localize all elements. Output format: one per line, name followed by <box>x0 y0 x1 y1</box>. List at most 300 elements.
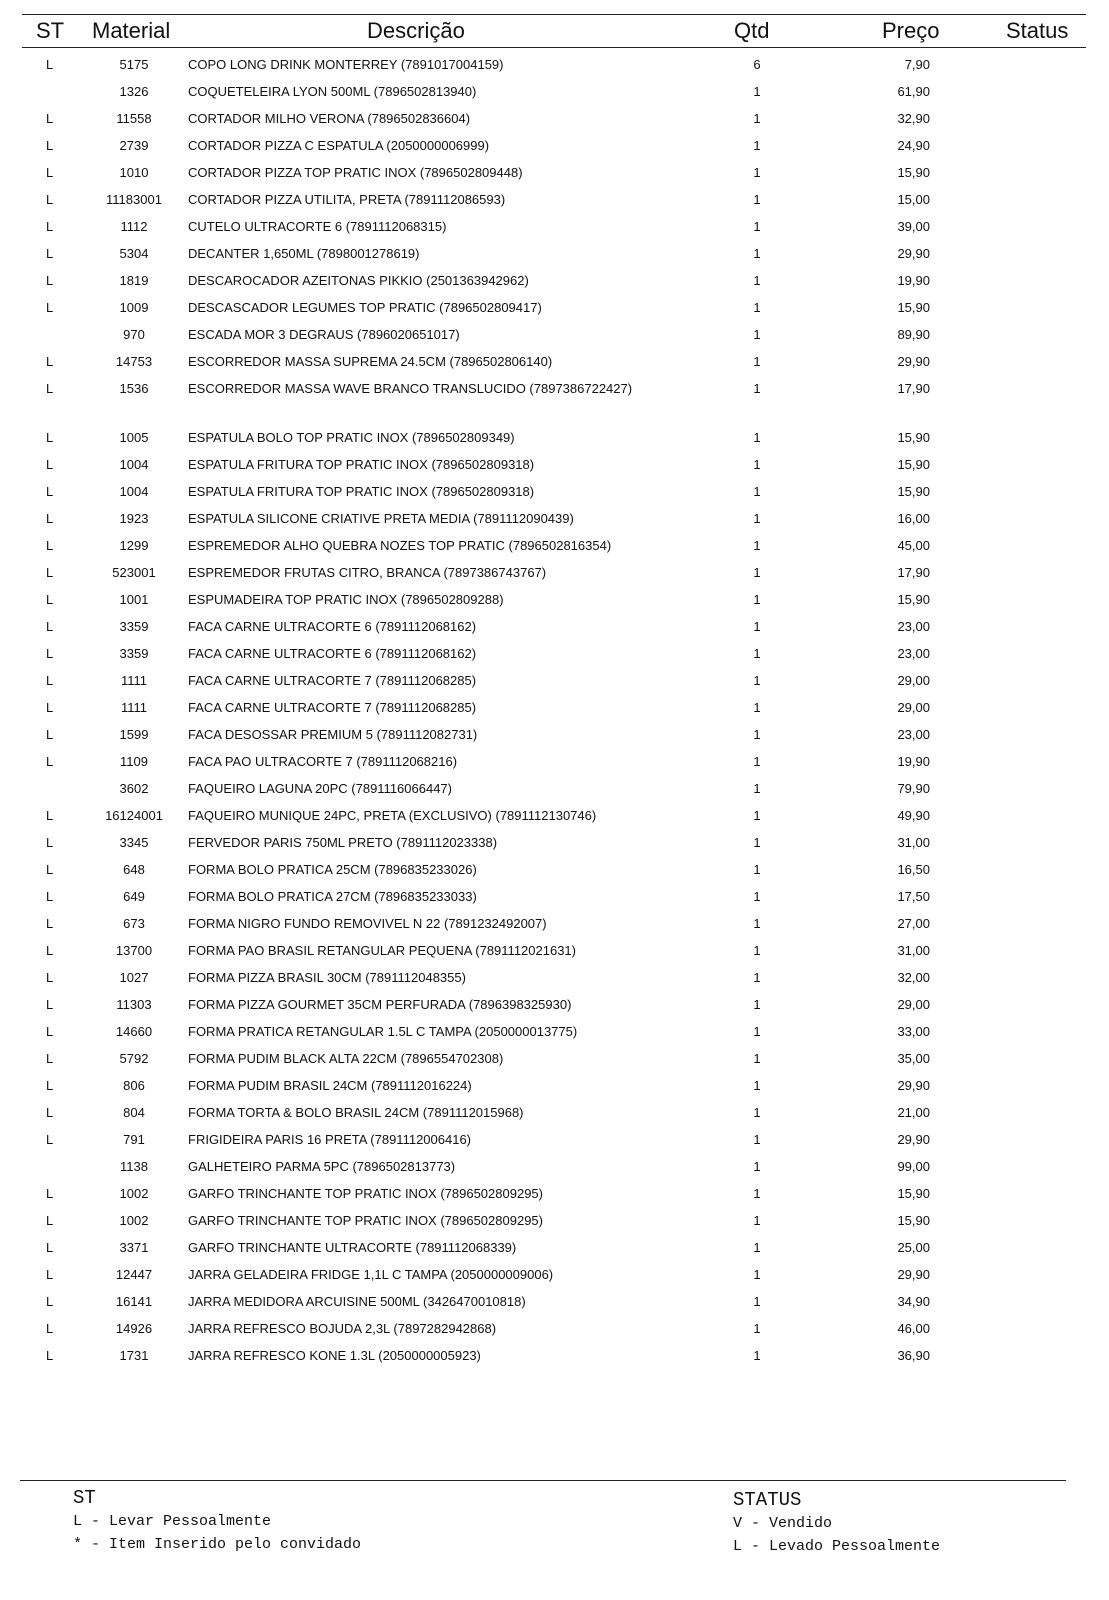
cell-preco: 15,90 <box>897 1186 930 1201</box>
cell-qtd: 1 <box>753 84 761 99</box>
cell-descricao: FORMA NIGRO FUNDO REMOVIVEL N 22 (7891232492007) <box>188 916 547 931</box>
table-row <box>22 478 1086 505</box>
cell-descricao: FACA DESOSSAR PREMIUM 5 (7891112082731) <box>188 727 478 742</box>
cell-st: L <box>46 1348 54 1363</box>
cell-qtd: 1 <box>753 1078 761 1093</box>
cell-preco: 61,90 <box>897 84 930 99</box>
cell-preco: 23,00 <box>897 646 930 661</box>
cell-qtd: 1 <box>753 565 761 580</box>
cell-st: L <box>46 111 54 126</box>
cell-st: L <box>46 57 54 72</box>
cell-qtd: 1 <box>753 192 761 207</box>
cell-descricao: ESPREMEDOR ALHO QUEBRA NOZES TOP PRATIC (7896502816354) <box>188 538 612 553</box>
cell-descricao: FAQUEIRO MUNIQUE 24PC, PRETA (EXCLUSIVO) (7891112130746) <box>188 808 597 823</box>
cell-descricao: ESPATULA BOLO TOP PRATIC INOX (7896502809349) <box>188 430 515 445</box>
cell-material: 11183001 <box>106 192 162 207</box>
table-row <box>22 294 1086 321</box>
table-row <box>22 640 1086 667</box>
cell-preco: 79,90 <box>897 781 930 796</box>
cell-descricao: ESPUMADEIRA TOP PRATIC INOX (7896502809288) <box>188 592 504 607</box>
cell-preco: 17,90 <box>897 381 930 396</box>
cell-preco: 15,90 <box>897 1213 930 1228</box>
table-row <box>22 321 1086 348</box>
cell-preco: 15,90 <box>897 430 930 445</box>
cell-descricao: FORMA PRATICA RETANGULAR 1.5L C TAMPA (2050000013775) <box>188 1024 578 1039</box>
cell-qtd: 1 <box>753 862 761 877</box>
cell-material: 1111 <box>120 673 148 688</box>
legend-st-title: ST <box>73 1487 96 1509</box>
cell-preco: 46,00 <box>897 1321 930 1336</box>
cell-qtd: 1 <box>753 673 761 688</box>
cell-qtd: 1 <box>753 1294 761 1309</box>
cell-qtd: 1 <box>753 1348 761 1363</box>
cell-preco: 29,00 <box>897 673 930 688</box>
table-row <box>22 937 1086 964</box>
cell-descricao: FORMA PUDIM BLACK ALTA 22CM (7896554702308) <box>188 1051 504 1066</box>
cell-descricao: FACA CARNE ULTRACORTE 7 (7891112068285) <box>188 700 477 715</box>
cell-qtd: 1 <box>753 354 761 369</box>
cell-material: 3359 <box>119 646 149 661</box>
table-row <box>22 883 1086 910</box>
cell-st: L <box>46 565 54 580</box>
cell-qtd: 1 <box>753 646 761 661</box>
cell-preco: 32,90 <box>897 111 930 126</box>
cell-qtd: 1 <box>753 970 761 985</box>
cell-descricao: ESPREMEDOR FRUTAS CITRO, BRANCA (7897386743767) <box>188 565 547 580</box>
cell-qtd: 1 <box>753 327 761 342</box>
cell-qtd: 1 <box>753 592 761 607</box>
cell-st: L <box>46 138 54 153</box>
cell-st: L <box>46 1267 54 1282</box>
cell-preco: 29,00 <box>897 997 930 1012</box>
cell-descricao: FACA PAO ULTRACORTE 7 (7891112068216) <box>188 754 458 769</box>
cell-preco: 7,90 <box>904 57 930 72</box>
cell-st: L <box>46 1078 54 1093</box>
table-row <box>22 132 1086 159</box>
table-row <box>22 991 1086 1018</box>
cell-descricao: COPO LONG DRINK MONTERREY (7891017004159) <box>188 57 504 72</box>
cell-descricao: ESCADA MOR 3 DEGRAUS (7896020651017) <box>188 327 460 342</box>
cell-preco: 31,00 <box>897 943 930 958</box>
legend-status-title: STATUS <box>733 1489 802 1511</box>
cell-material: 1326 <box>119 84 149 99</box>
cell-st: L <box>46 754 54 769</box>
cell-descricao: JARRA MEDIDORA ARCUISINE 500ML (3426470010818) <box>188 1294 526 1309</box>
cell-preco: 45,00 <box>897 538 930 553</box>
table-row <box>22 1072 1086 1099</box>
table-row <box>22 613 1086 640</box>
cell-qtd: 1 <box>753 457 761 472</box>
cell-preco: 19,90 <box>897 754 930 769</box>
cell-st: L <box>46 646 54 661</box>
table-row <box>22 424 1086 451</box>
table-row <box>22 159 1086 186</box>
cell-material: 16124001 <box>105 808 163 823</box>
cell-descricao: FORMA PIZZA GOURMET 35CM PERFURADA (7896398325930) <box>188 997 572 1012</box>
cell-preco: 99,00 <box>897 1159 930 1174</box>
cell-descricao: FORMA TORTA & BOLO BRASIL 24CM (7891112015968) <box>188 1105 524 1120</box>
column-header-material: Material <box>92 18 171 43</box>
cell-descricao: GARFO TRINCHANTE TOP PRATIC INOX (7896502809295) <box>188 1186 543 1201</box>
cell-qtd: 1 <box>753 219 761 234</box>
cell-material: 673 <box>123 916 145 931</box>
cell-material: 1138 <box>120 1159 148 1174</box>
cell-descricao: JARRA REFRESCO KONE 1.3L (2050000005923) <box>188 1348 481 1363</box>
cell-descricao: DECANTER 1,650ML (7898001278619) <box>188 246 420 261</box>
cell-qtd: 1 <box>753 835 761 850</box>
cell-preco: 35,00 <box>897 1051 930 1066</box>
cell-st: L <box>46 273 54 288</box>
column-header-st: ST <box>36 18 65 43</box>
cell-descricao: FACA CARNE ULTRACORTE 6 (7891112068162) <box>188 619 477 634</box>
cell-descricao: JARRA REFRESCO BOJUDA 2,3L (7897282942868) <box>188 1321 497 1336</box>
cell-material: 1009 <box>119 300 149 315</box>
cell-st: L <box>46 1294 54 1309</box>
cell-st: L <box>46 700 54 715</box>
cell-descricao: FORMA BOLO PRATICA 25CM (7896835233026) <box>188 862 477 877</box>
cell-qtd: 1 <box>753 754 761 769</box>
cell-preco: 15,90 <box>897 457 930 472</box>
cell-st: L <box>46 165 54 180</box>
cell-descricao: ESPATULA FRITURA TOP PRATIC INOX (7896502809318) <box>188 484 535 499</box>
cell-st: L <box>46 1213 54 1228</box>
column-header-qtd: Qtd <box>734 18 770 43</box>
table-row <box>22 1180 1086 1207</box>
cell-material: 1111 <box>120 700 148 715</box>
cell-preco: 16,00 <box>897 511 930 526</box>
cell-st: L <box>46 511 54 526</box>
cell-st: L <box>46 943 54 958</box>
cell-material: 14660 <box>115 1024 153 1039</box>
cell-material: 3602 <box>119 781 149 796</box>
cell-material: 5792 <box>119 1051 149 1066</box>
table-row <box>22 694 1086 721</box>
cell-preco: 15,00 <box>897 192 930 207</box>
cell-preco: 29,90 <box>897 1132 930 1147</box>
cell-material: 1010 <box>119 165 149 180</box>
cell-qtd: 1 <box>753 138 761 153</box>
cell-descricao: GARFO TRINCHANTE TOP PRATIC INOX (7896502809295) <box>188 1213 543 1228</box>
legend-st-item: L - Levar Pessoalmente <box>73 1513 272 1530</box>
table-row <box>22 775 1086 802</box>
cell-preco: 32,00 <box>897 970 930 985</box>
cell-qtd: 1 <box>753 538 761 553</box>
table-row <box>22 1099 1086 1126</box>
table-row <box>22 964 1086 991</box>
cell-material: 1004 <box>119 457 149 472</box>
cell-st: L <box>46 1240 54 1255</box>
cell-descricao: FORMA PIZZA BRASIL 30CM (7891112048355) <box>188 970 466 985</box>
cell-preco: 29,90 <box>897 246 930 261</box>
cell-descricao: DESCAROCADOR AZEITONAS PIKKIO (2501363942962) <box>188 273 529 288</box>
cell-st: L <box>46 727 54 742</box>
legend-status-item: L - Levado Pessoalmente <box>733 1538 941 1555</box>
cell-material: 1027 <box>119 970 149 985</box>
cell-material: 3345 <box>119 835 149 850</box>
cell-st: L <box>46 808 54 823</box>
cell-qtd: 1 <box>753 727 761 742</box>
table-row <box>22 78 1086 105</box>
cell-qtd: 1 <box>753 484 761 499</box>
cell-material: 11303 <box>116 997 152 1012</box>
cell-preco: 31,00 <box>897 835 930 850</box>
cell-qtd: 1 <box>753 1267 761 1282</box>
cell-st: L <box>46 1105 54 1120</box>
cell-material: 1923 <box>119 511 149 526</box>
cell-st: L <box>46 997 54 1012</box>
cell-preco: 19,90 <box>897 273 930 288</box>
cell-preco: 25,00 <box>897 1240 930 1255</box>
cell-st: L <box>46 862 54 877</box>
cell-st: L <box>46 381 54 396</box>
table-header <box>22 14 1086 48</box>
cell-st: L <box>46 889 54 904</box>
cell-preco: 23,00 <box>897 727 930 742</box>
table-row <box>22 1018 1086 1045</box>
cell-material: 649 <box>123 889 145 904</box>
cell-material: 5175 <box>119 57 149 72</box>
cell-st: L <box>46 300 54 315</box>
table-row <box>22 1207 1086 1234</box>
table-row <box>22 1342 1086 1369</box>
legend-st-item: * - Item Inserido pelo convidado <box>73 1536 362 1553</box>
table-row <box>22 375 1086 424</box>
cell-qtd: 1 <box>753 1051 761 1066</box>
cell-qtd: 1 <box>753 300 761 315</box>
table-row <box>22 348 1086 375</box>
cell-material: 1109 <box>120 754 148 769</box>
cell-material: 1599 <box>119 727 149 742</box>
cell-descricao: FORMA BOLO PRATICA 27CM (7896835233033) <box>188 889 477 904</box>
cell-descricao: CORTADOR PIZZA C ESPATULA (2050000006999) <box>188 138 490 153</box>
table-row <box>22 856 1086 883</box>
cell-qtd: 1 <box>753 111 761 126</box>
cell-descricao: ESPATULA FRITURA TOP PRATIC INOX (7896502809318) <box>188 457 535 472</box>
cell-descricao: CORTADOR PIZZA TOP PRATIC INOX (7896502809448) <box>188 165 523 180</box>
cell-material: 1112 <box>120 219 148 234</box>
column-header-preco: Preço <box>882 18 940 43</box>
cell-st: L <box>46 1051 54 1066</box>
cell-qtd: 1 <box>753 1024 761 1039</box>
cell-st: L <box>46 1186 54 1201</box>
cell-qtd: 1 <box>753 700 761 715</box>
cell-preco: 21,00 <box>897 1105 930 1120</box>
table-row <box>22 1045 1086 1072</box>
cell-material: 806 <box>123 1078 145 1093</box>
cell-descricao: FORMA PUDIM BRASIL 24CM (7891112016224) <box>188 1078 472 1093</box>
table-row <box>22 559 1086 586</box>
cell-st: L <box>46 835 54 850</box>
table-row <box>22 1315 1086 1342</box>
cell-qtd: 1 <box>753 511 761 526</box>
cell-material: 13700 <box>115 943 153 958</box>
cell-material: 14753 <box>115 354 153 369</box>
cell-material: 523001 <box>112 565 156 580</box>
cell-qtd: 1 <box>753 781 761 796</box>
table-row <box>22 667 1086 694</box>
cell-descricao: ESCORREDOR MASSA WAVE BRANCO TRANSLUCIDO (7897386722427) <box>188 381 633 396</box>
cell-material: 3371 <box>119 1240 149 1255</box>
cell-qtd: 1 <box>753 1213 761 1228</box>
column-header-descricao: Descrição <box>367 18 465 43</box>
cell-descricao: GALHETEIRO PARMA 5PC (7896502813773) <box>188 1159 456 1174</box>
cell-qtd: 1 <box>753 1132 761 1147</box>
table-row <box>22 267 1086 294</box>
table-row <box>22 505 1086 532</box>
cell-material: 1002 <box>119 1186 149 1201</box>
cell-descricao: FRIGIDEIRA PARIS 16 PRETA (7891112006416) <box>188 1132 472 1147</box>
cell-material: 14926 <box>115 1321 153 1336</box>
cell-st: L <box>46 192 54 207</box>
cell-qtd: 6 <box>753 57 761 72</box>
table-row <box>22 802 1086 829</box>
cell-material: 648 <box>123 862 145 877</box>
cell-st: L <box>46 1024 54 1039</box>
cell-qtd: 1 <box>753 430 761 445</box>
cell-qtd: 1 <box>753 1240 761 1255</box>
cell-qtd: 1 <box>753 916 761 931</box>
table-row <box>22 1288 1086 1315</box>
cell-material: 1819 <box>119 273 149 288</box>
cell-preco: 89,90 <box>897 327 930 342</box>
cell-qtd: 1 <box>753 889 761 904</box>
cell-st: L <box>46 219 54 234</box>
cell-descricao: FACA CARNE ULTRACORTE 7 (7891112068285) <box>188 673 477 688</box>
cell-descricao: FACA CARNE ULTRACORTE 6 (7891112068162) <box>188 646 477 661</box>
cell-st: L <box>46 354 54 369</box>
table-row <box>22 1153 1086 1180</box>
cell-material: 1004 <box>119 484 149 499</box>
cell-st: L <box>46 430 54 445</box>
cell-material: 791 <box>123 1132 145 1147</box>
cell-preco: 24,90 <box>897 138 930 153</box>
cell-preco: 15,90 <box>897 592 930 607</box>
column-header-status: Status <box>1006 18 1069 43</box>
cell-preco: 34,90 <box>897 1294 930 1309</box>
cell-qtd: 1 <box>753 165 761 180</box>
table-row <box>22 213 1086 240</box>
legend-status-item: V - Vendido <box>733 1515 833 1532</box>
table-row <box>22 1126 1086 1153</box>
table-row <box>22 910 1086 937</box>
cell-preco: 15,90 <box>897 484 930 499</box>
cell-material: 2739 <box>119 138 149 153</box>
legend-status <box>733 1488 940 1558</box>
table-row <box>22 451 1086 478</box>
cell-qtd: 1 <box>753 1159 761 1174</box>
cell-qtd: 1 <box>753 381 761 396</box>
cell-material: 5304 <box>119 246 149 261</box>
cell-st: L <box>46 619 54 634</box>
cell-qtd: 1 <box>753 1321 761 1336</box>
cell-preco: 29,00 <box>897 700 930 715</box>
cell-preco: 29,90 <box>897 354 930 369</box>
cell-material: 11558 <box>116 111 152 126</box>
cell-descricao: ESCORREDOR MASSA SUPREMA 24.5CM (7896502806140) <box>188 354 553 369</box>
cell-st: L <box>46 592 54 607</box>
cell-descricao: JARRA GELADEIRA FRIDGE 1,1L C TAMPA (2050000009006) <box>188 1267 554 1282</box>
legend-st <box>73 1486 361 1556</box>
cell-preco: 49,90 <box>897 808 930 823</box>
cell-st: L <box>46 916 54 931</box>
cell-st: L <box>46 673 54 688</box>
cell-qtd: 1 <box>753 943 761 958</box>
cell-qtd: 1 <box>753 1186 761 1201</box>
cell-st: L <box>46 484 54 499</box>
cell-preco: 36,90 <box>897 1348 930 1363</box>
cell-preco: 15,90 <box>897 165 930 180</box>
table-row <box>22 240 1086 267</box>
cell-preco: 17,50 <box>897 889 930 904</box>
cell-preco: 15,90 <box>897 300 930 315</box>
cell-descricao: CORTADOR MILHO VERONA (7896502836604) <box>188 111 471 126</box>
item-table-body <box>22 51 1086 1369</box>
cell-preco: 33,00 <box>897 1024 930 1039</box>
cell-st: L <box>46 246 54 261</box>
cell-qtd: 1 <box>753 619 761 634</box>
cell-preco: 29,90 <box>897 1267 930 1282</box>
cell-st: L <box>46 457 54 472</box>
cell-material: 3359 <box>119 619 149 634</box>
cell-qtd: 1 <box>753 246 761 261</box>
cell-preco: 27,00 <box>897 916 930 931</box>
cell-st: L <box>46 1321 54 1336</box>
table-row <box>22 721 1086 748</box>
cell-preco: 16,50 <box>897 862 930 877</box>
cell-material: 970 <box>123 327 145 342</box>
cell-st: L <box>46 538 54 553</box>
cell-descricao: GARFO TRINCHANTE ULTRACORTE (7891112068339) <box>188 1240 517 1255</box>
footer-divider <box>20 1480 1066 1481</box>
cell-material: 1731 <box>119 1348 149 1363</box>
cell-descricao: FERVEDOR PARIS 750ML PRETO (7891112023338) <box>188 835 498 850</box>
cell-material: 1002 <box>119 1213 149 1228</box>
cell-material: 1536 <box>119 381 149 396</box>
cell-material: 12447 <box>115 1267 153 1282</box>
cell-descricao: CORTADOR PIZZA UTILITA, PRETA (7891112086593) <box>188 192 506 207</box>
cell-descricao: COQUETELEIRA LYON 500ML (7896502813940) <box>188 84 477 99</box>
table-row <box>22 829 1086 856</box>
cell-descricao: FAQUEIRO LAGUNA 20PC (7891116066447) <box>188 781 452 796</box>
table-row <box>22 748 1086 775</box>
cell-qtd: 1 <box>753 997 761 1012</box>
cell-material: 804 <box>123 1105 145 1120</box>
cell-material: 1001 <box>119 592 149 607</box>
cell-material: 1299 <box>119 538 149 553</box>
table-row <box>22 51 1086 78</box>
table-row <box>22 1234 1086 1261</box>
cell-preco: 23,00 <box>897 619 930 634</box>
cell-descricao: ESPATULA SILICONE CRIATIVE PRETA MEDIA (7891112090439) <box>188 511 574 526</box>
cell-material: 16141 <box>115 1294 153 1309</box>
cell-descricao: FORMA PAO BRASIL RETANGULAR PEQUENA (7891112021631) <box>188 943 576 958</box>
cell-st: L <box>46 970 54 985</box>
table-row <box>22 186 1086 213</box>
cell-preco: 29,90 <box>897 1078 930 1093</box>
table-row <box>22 532 1086 559</box>
table-row <box>22 586 1086 613</box>
cell-descricao: CUTELO ULTRACORTE 6 (7891112068315) <box>188 219 447 234</box>
cell-material: 1005 <box>119 430 149 445</box>
cell-descricao: DESCASCADOR LEGUMES TOP PRATIC (7896502809417) <box>188 300 542 315</box>
table-row <box>22 105 1086 132</box>
cell-st: L <box>46 1132 54 1147</box>
cell-qtd: 1 <box>753 808 761 823</box>
cell-preco: 39,00 <box>897 219 930 234</box>
table-row <box>22 1261 1086 1288</box>
cell-qtd: 1 <box>753 1105 761 1120</box>
cell-preco: 17,90 <box>897 565 930 580</box>
